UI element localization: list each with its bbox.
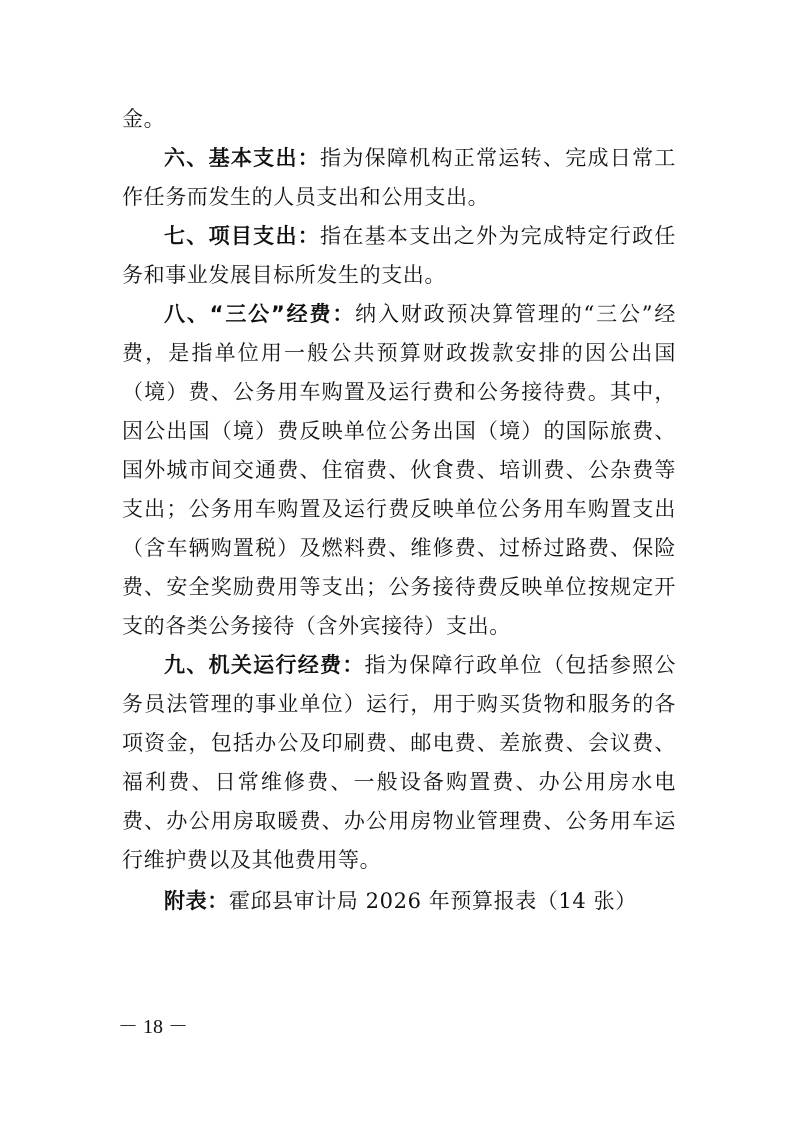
page-number: － 18 － bbox=[118, 1016, 188, 1038]
attachment-text: 霍邱县审计局 2026 年预算报表（14 张） bbox=[228, 889, 637, 913]
term-three-public-funds: 八、“三公”经费： bbox=[164, 302, 356, 326]
continued-text-content: 金。 bbox=[122, 107, 166, 131]
definition-text-operating-funds: 指为保障行政单位（包括参照公务员法管理的事业单位）运行，用于购买货物和服务的各项资金，包括办公及印刷费、邮电费、差旅费、会议费、福利费、日常维修费、一般设备购置费、办公用房水电费、办公用房取暖费、办公用房物业管理费、公务用车运行维护费以及其他费用等。 bbox=[122, 653, 676, 872]
term-project-expenditure: 七、项目支出： bbox=[164, 224, 321, 248]
definition-basic-expenditure bbox=[122, 139, 676, 217]
term-basic-expenditure: 六、基本支出： bbox=[164, 146, 321, 170]
term-operating-funds: 九、机关运行经费： bbox=[164, 653, 365, 677]
definition-text-project-expenditure: 指在基本支出之外为完成特定行政任务和事业发展目标所发生的支出。 bbox=[122, 224, 677, 287]
continued-text bbox=[122, 100, 676, 139]
attachment-label: 附表： bbox=[164, 889, 229, 913]
definition-text-three-public-funds: 纳入财政预决算管理的“三公”经费，是指单位用一般公共预算财政拨款安排的因公出国（境）费、公务用车购置及运行费和公务接待费。其中，因公出国（境）费反映单位公务出国（境）的国际旅费、国外城市间交通费、住宿费、伙食费、培训费、公杂费等支出；公务用车购置及运行费反映单位公务用车购置支出（含车辆购置税）及燃料费、维修费、过桥过路费、保险费、安全奖励费用等支出；公务接待费反映单位按规定开支的各类公务接待（含外宾接待）支出。 bbox=[122, 302, 676, 638]
definition-three-public-funds bbox=[122, 295, 676, 646]
definition-text-basic-expenditure: 指为保障机构正常运转、完成日常工作任务而发生的人员支出和公用支出。 bbox=[122, 146, 677, 209]
attachment-note bbox=[122, 882, 676, 921]
definition-operating-funds bbox=[122, 646, 676, 880]
definition-project-expenditure bbox=[122, 217, 676, 295]
document-body bbox=[122, 100, 676, 880]
